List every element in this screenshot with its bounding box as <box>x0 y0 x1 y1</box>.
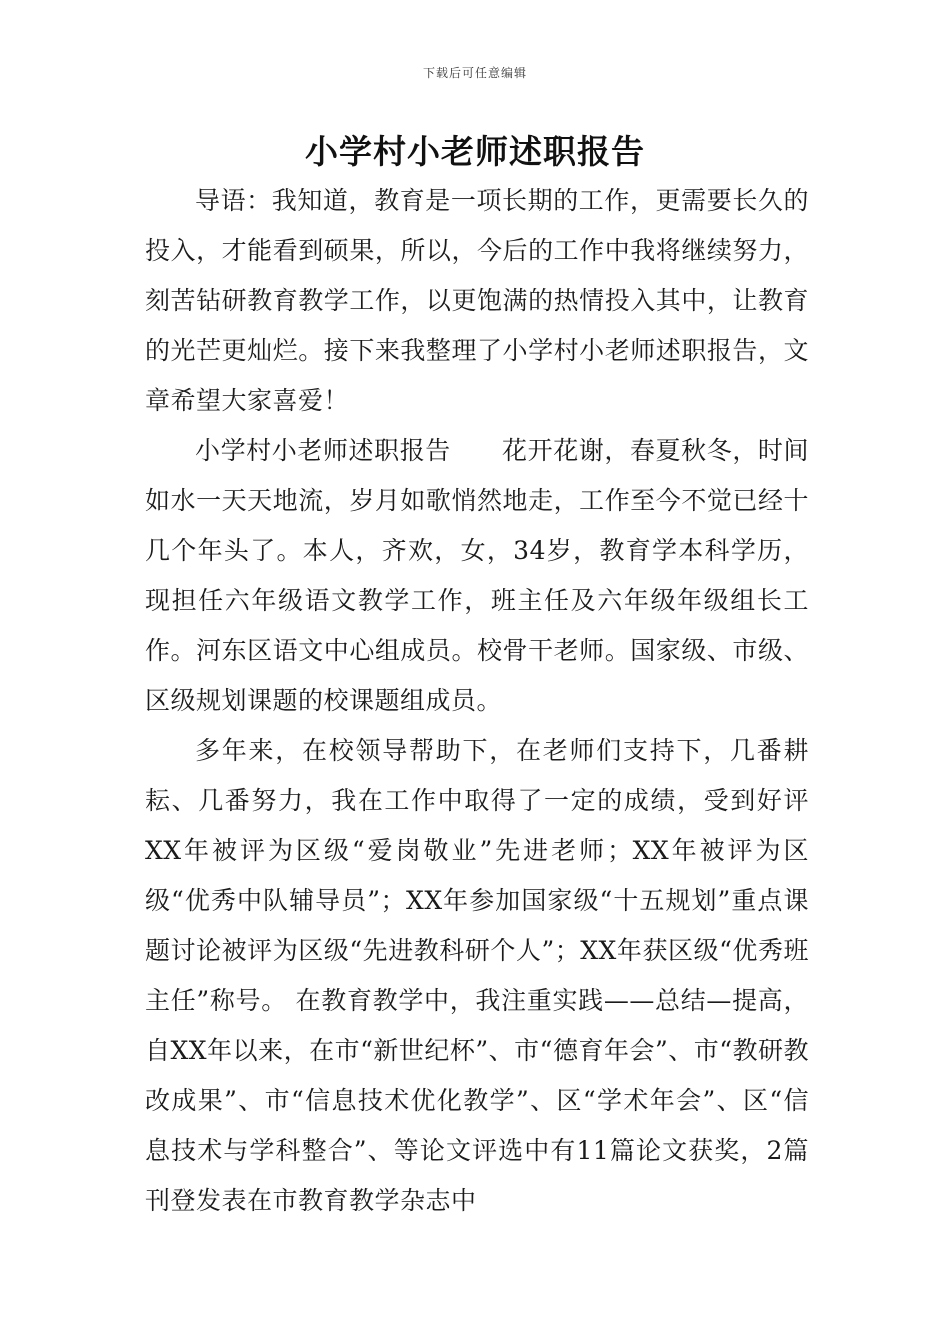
paragraph-intro: 导语：我知道，教育是一项长期的工作，更需要长久的投入，才能看到硕果，所以，今后的工作中我将继续努力，刻苦钻研教育教学工作，以更饱满的热情投入其中，让教育的光芒更灿烂。接下来我整理了小学村小老师述职报告，文章希望大家喜爱！ <box>145 186 809 415</box>
header-note: 下载后可任意编辑 <box>422 66 527 80</box>
document-body <box>145 176 809 1226</box>
paragraph-self-introduction: 小学村小老师述职报告 花开花谢，春夏秋冬，时间如水一天天地流，岁月如歌悄然地走，工作至今不觉已经十几个年头了。本人，齐欢，女，34岁，教育学本科学历，现担任六年级语文教学工作，班主任及六年级年级组长工作。河东区语文中心组成员。校骨干老师。国家级、市级、区级规划课题的校课题组成员。 <box>145 436 809 715</box>
document-title: 小学村小老师述职报告 <box>305 132 645 171</box>
paragraph-achievements: 多年来，在校领导帮助下，在老师们支持下，几番耕耘、几番努力，我在工作中取得了一定的成绩，受到好评XX年被评为区级“爱岗敬业”先进老师；XX年被评为区级“优秀中队辅导员”；XX年参加国家级“十五规划”重点课题讨论被评为区级“先进教科研个人”；XX年获区级“优秀班主任”称号。 在教育教学中，我注重实践——总结—提高，自XX年以来，在市“新世纪杯”、市“德育年会”、市“教研教改成果”、市“信息技术优化教学”、区“学术年会”、区“信息技术与学科整合”、等论文评选中有11篇论文获奖，2篇刊登发表在市教育教学杂志中 <box>145 736 810 1215</box>
